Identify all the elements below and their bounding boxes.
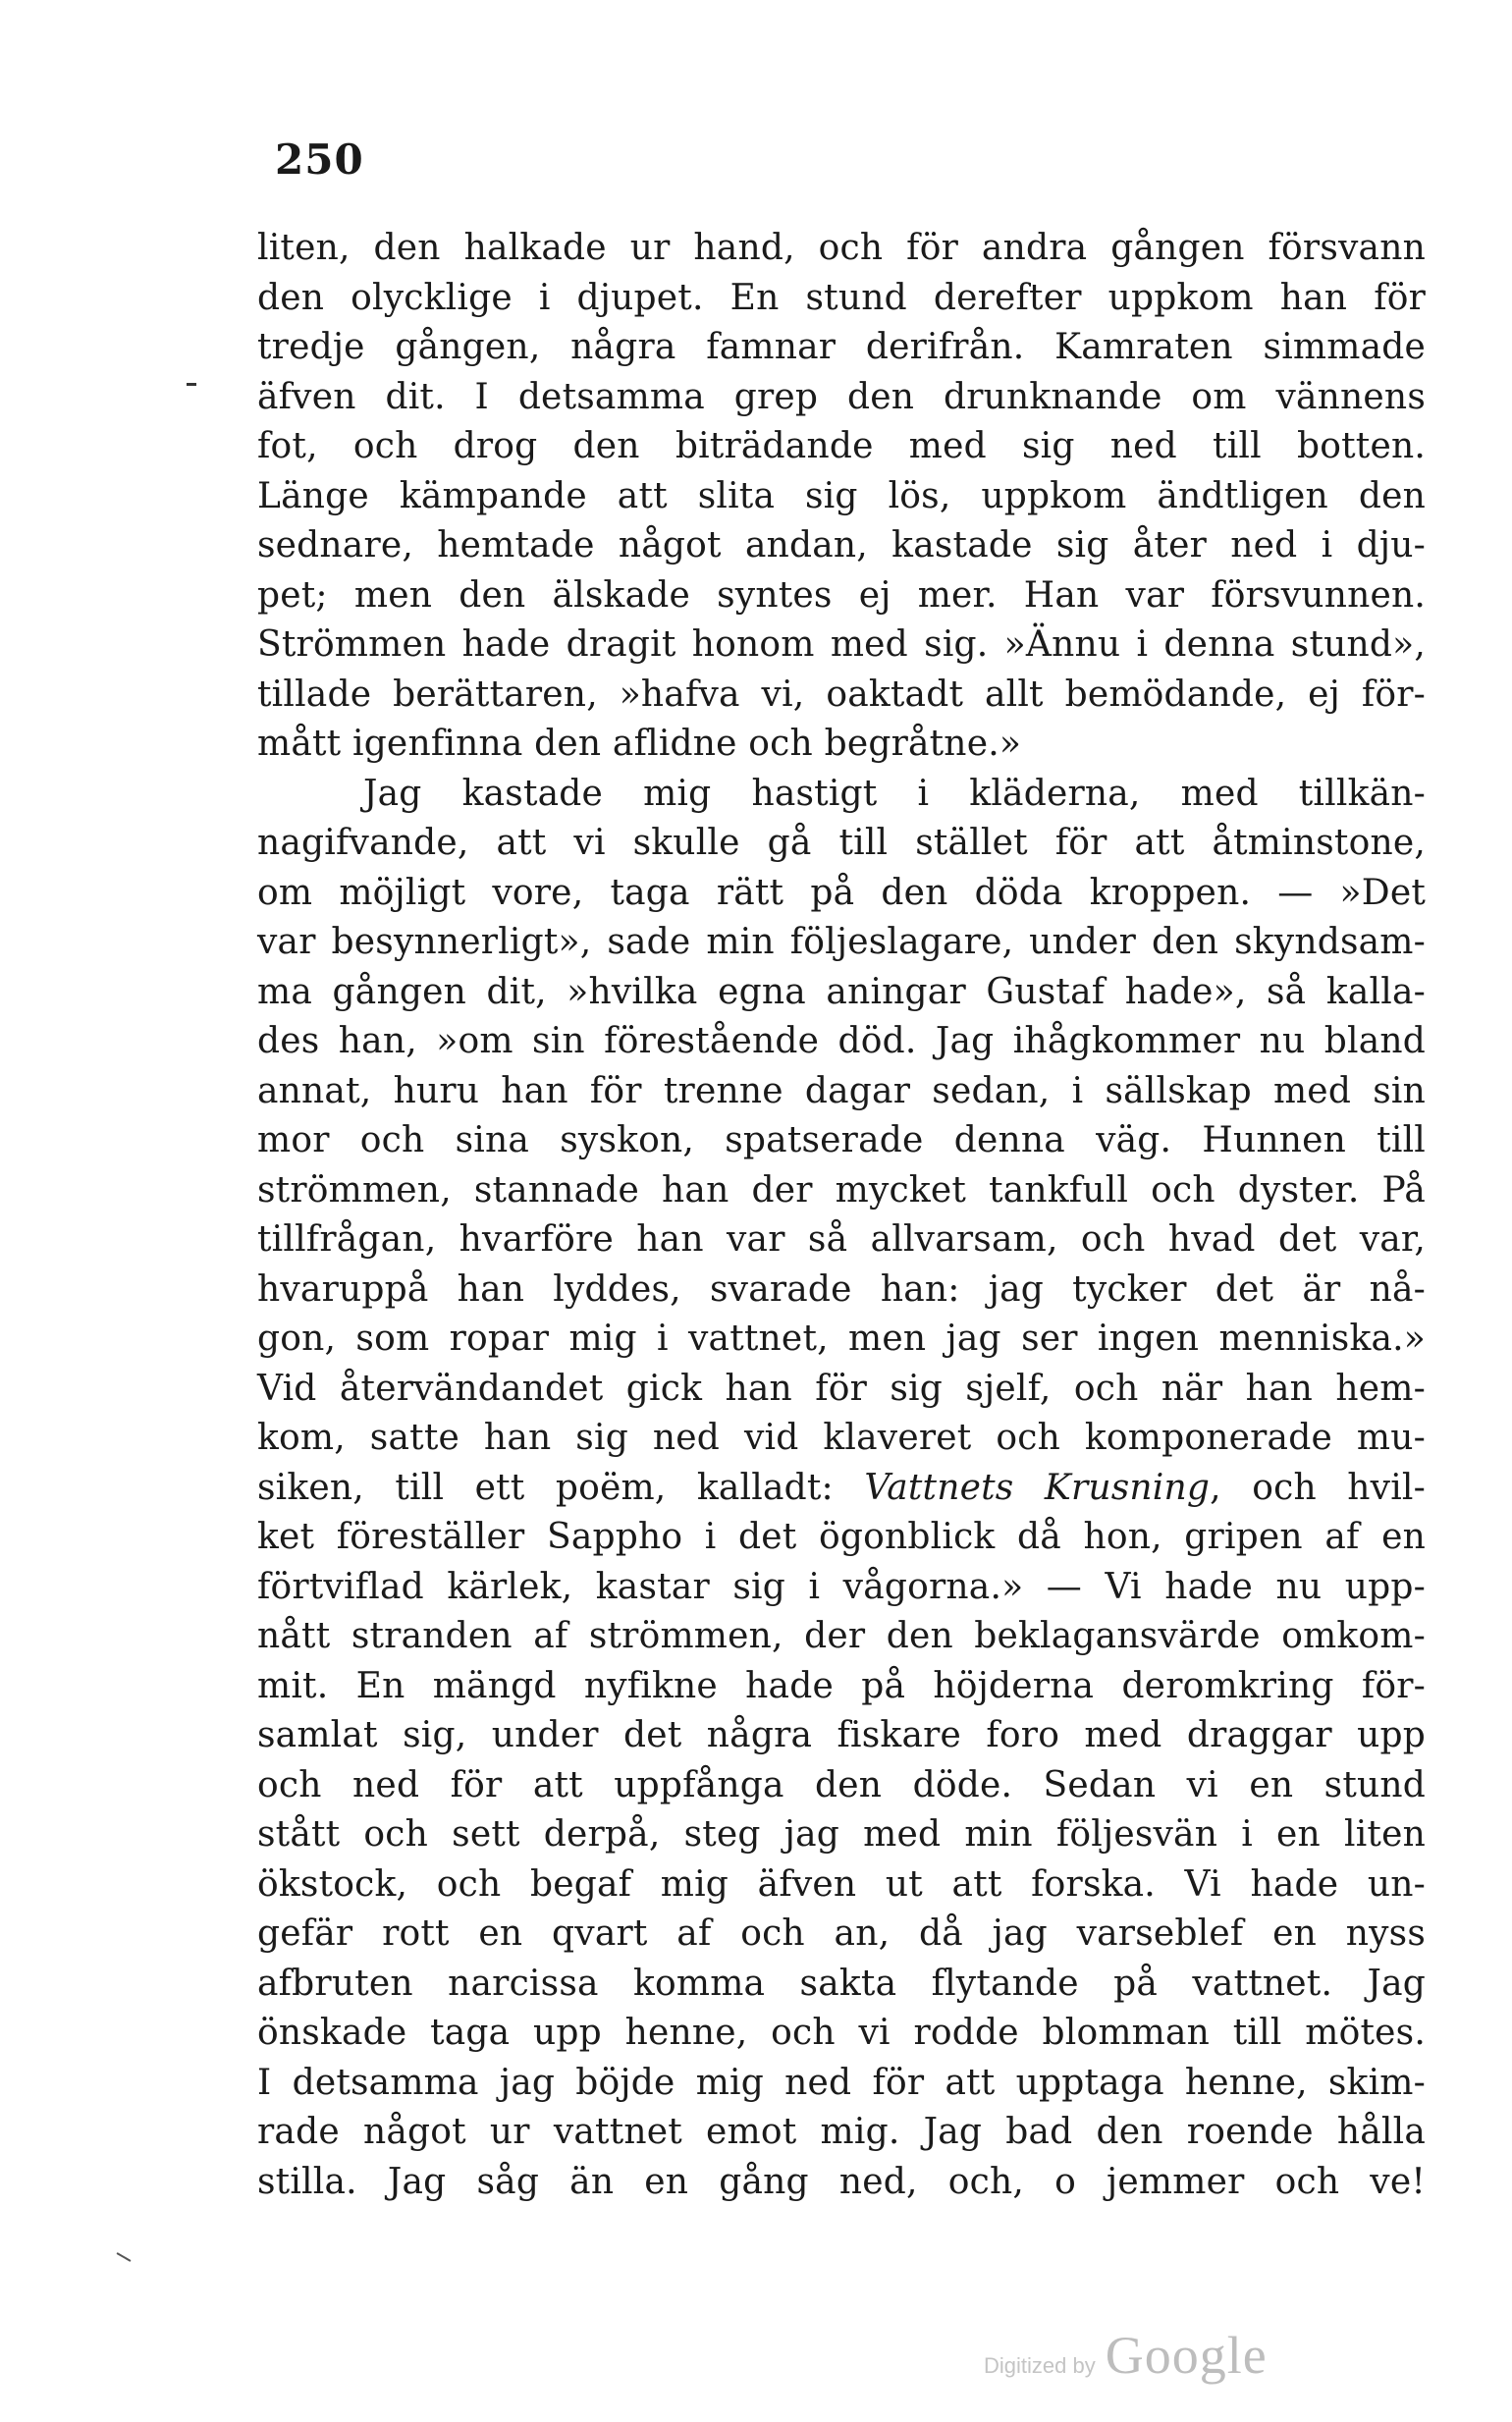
text-line: om möjligt vore, taga rätt på den döda kroppen. — »Det [257, 872, 1426, 913]
margin-mark [187, 383, 196, 386]
text-line: rade något ur vattnet emot mig. Jag bad den roende hålla [257, 2112, 1426, 2152]
text-line: gon, som ropar mig i vattnet, men jag ser ingen menniska.» [257, 1319, 1426, 1359]
text-line: gefär rott en qvart af och an, då jag varseblef en nyss [257, 1913, 1426, 1954]
google-logo: Google [1105, 2326, 1268, 2385]
body-text [257, 224, 1426, 2207]
google-watermark [984, 2325, 1268, 2386]
text-line: ket föreställer Sappho i det ögonblick då hon, gripen af en [257, 1517, 1426, 1557]
text-line: stått och sett derpå, steg jag med min följesvän i en liten [257, 1814, 1426, 1855]
text-line: Länge kämpande att slita sig lös, uppkom ändtligen den [257, 475, 1426, 516]
text-segment: siken, till ett poëm, kalladt: [257, 1467, 865, 1508]
text-line: pet; men den älskade syntes ej mer. Han var försvunnen. [257, 574, 1426, 616]
text-segment: , och hvil- [1210, 1467, 1426, 1508]
paragraph-start-line: Jag kastade mig hastigt i kläderna, med tillkän- [363, 773, 1426, 814]
text-line: tillade berättaren, »hafva vi, oaktadt allt bemödande, ej för- [257, 673, 1426, 715]
text-line: förtviflad kärlek, kastar sig i vågorna.» — Vi hade nu upp- [257, 1566, 1426, 1607]
text-line: mått igenfinna den aflidne och begråtne.» [257, 724, 1022, 764]
text-line: strömmen, stannade han der mycket tankfull och dyster. På [257, 1169, 1426, 1211]
poem-title: Vattnets Krusning [864, 1467, 1211, 1508]
text-line: samlat sig, under det några fiskare foro med draggar upp [257, 1715, 1426, 1755]
text-line: mor och sina syskon, spatserade denna väg. Hunnen till [257, 1120, 1426, 1160]
text-line: Strömmen hade dragit honom med sig. »Ännu i denna stund», [257, 624, 1426, 665]
text-line: stilla. Jag såg än en gång ned, och, o jemmer och ve! [257, 2161, 1426, 2202]
text-line: ma gången dit, »hvilka egna aningar Gustaf hade», så kalla- [257, 971, 1426, 1012]
watermark-digitized-label: Digitized by [984, 2353, 1096, 2378]
text-line: afbruten narcissa komma sakta flytande på vattnet. Jag [257, 1963, 1426, 2004]
text-line: fot, och drog den biträdande med sig ned till botten. [257, 426, 1426, 466]
page-number: 250 [275, 135, 364, 184]
text-line: den olycklige i djupet. En stund derefter uppkom han för [257, 277, 1426, 318]
text-line: des han, »om sin förestående död. Jag ihågkommer nu bland [257, 1021, 1426, 1061]
text-line: kom, satte han sig ned vid klaveret och komponerade mu- [257, 1418, 1426, 1458]
text-line: tredje gången, några famnar derifrån. Kamraten simmade [257, 327, 1426, 367]
text-line: sednare, hemtade något andan, kastade sig åter ned i dju- [257, 525, 1426, 565]
text-line: nått stranden af strömmen, der den beklagansvärde omkom- [257, 1616, 1426, 1656]
text-line: ökstock, och begaf mig äfven ut att forska. Vi hade un- [257, 1863, 1426, 1905]
text-line: annat, huru han för trenne dagar sedan, i sällskap med sin [257, 1070, 1426, 1111]
text-line: mit. En mängd nyfikne hade på höjderna deromkring för- [257, 1665, 1426, 1706]
text-line: liten, den halkade ur hand, och för andra gången försvann [257, 228, 1426, 268]
text-line: och ned för att uppfånga den döde. Sedan vi en stund [257, 1764, 1426, 1805]
text-line-with-title [257, 1464, 1426, 1514]
margin-tick [117, 2252, 132, 2262]
text-line: Vid återvändandet gick han för sig sjelf, och när han hem- [257, 1368, 1426, 1409]
text-line: nagifvande, att vi skulle gå till stället för att åtminstone, [257, 823, 1426, 863]
text-line: tillfrågan, hvarföre han var så allvarsam, och hvad det var, [257, 1219, 1426, 1260]
text-line: önskade taga upp henne, och vi rodde blomman till mötes. [257, 2013, 1426, 2053]
text-line: äfven dit. I detsamma grep den drunknande om vännens [257, 376, 1426, 417]
text-line: var besynnerligt», sade min följeslagare, under den skyndsam- [257, 922, 1426, 962]
text-line: hvaruppå han lyddes, svarade han: jag tycker det är nå- [257, 1268, 1426, 1310]
text-line: I detsamma jag böjde mig ned för att upptaga henne, skim- [257, 2062, 1426, 2103]
